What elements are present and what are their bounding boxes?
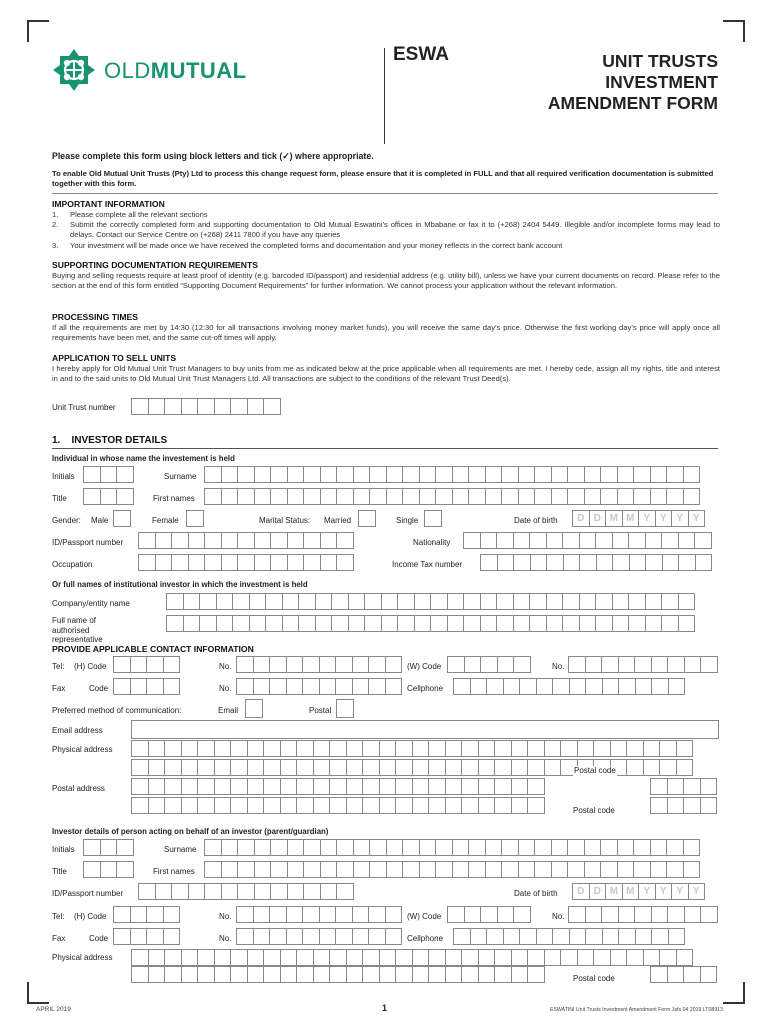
g-fax-no-boxes[interactable] bbox=[236, 928, 402, 945]
surname-boxes[interactable] bbox=[204, 466, 700, 483]
g-dob-y3[interactable]: Y bbox=[671, 883, 689, 900]
old-mutual-emblem-icon bbox=[52, 48, 96, 92]
dob-y2[interactable]: Y bbox=[655, 510, 673, 527]
g-dob-d2[interactable]: D bbox=[589, 883, 607, 900]
application-text: I hereby apply for Old Mutual Unit Trust Managers to buy units from me as indicated below at the price applicable when all requirements are met. I hereby cede, assign all my rights, title and interest in and to the said units to Old Mutual Unit Trust Managers Ltd. All transactions are subject to the conditions of the relevant Trust Deed(s). bbox=[52, 364, 720, 384]
occupation-boxes[interactable] bbox=[138, 554, 354, 571]
section1-rule bbox=[52, 448, 718, 449]
g-dob-y1[interactable]: Y bbox=[638, 883, 656, 900]
w-code-label: (W) Code bbox=[407, 662, 442, 671]
authorised-label: Full name of authorised representative bbox=[52, 616, 103, 644]
company-boxes[interactable] bbox=[166, 593, 695, 610]
tel-label: Tel: bbox=[52, 662, 65, 671]
id-boxes[interactable] bbox=[138, 532, 354, 549]
contact-heading: PROVIDE APPLICABLE CONTACT INFORMATION bbox=[52, 644, 254, 654]
h-code-label: (H) Code bbox=[74, 662, 107, 671]
id-label: ID/Passport number bbox=[52, 538, 124, 547]
pref-postal-label: Postal bbox=[309, 706, 332, 715]
footer-page: 1 bbox=[382, 1003, 388, 1013]
preferred-label: Preferred method of communication: bbox=[52, 706, 182, 715]
important-num-1: 1. bbox=[52, 210, 59, 219]
female-checkbox[interactable] bbox=[186, 510, 204, 527]
pref-postal-checkbox[interactable] bbox=[336, 699, 354, 718]
institutional-heading: Or full names of institutional investor in which the investment is held bbox=[52, 580, 308, 589]
g-fax-code-label: Code bbox=[89, 934, 109, 943]
postal-address-row1[interactable] bbox=[131, 797, 545, 814]
email-address-field[interactable] bbox=[131, 720, 719, 739]
g-initials-boxes[interactable] bbox=[83, 839, 134, 856]
g-postal-code-boxes[interactable] bbox=[650, 966, 717, 983]
crop-mark-bottom-right bbox=[723, 982, 745, 1004]
section1-heading: 1. INVESTOR DETAILS bbox=[52, 435, 168, 446]
g-cellphone-label: Cellphone bbox=[407, 934, 444, 943]
physical-address-row1[interactable] bbox=[131, 740, 693, 757]
nationality-boxes[interactable] bbox=[463, 532, 712, 549]
married-checkbox[interactable] bbox=[358, 510, 376, 527]
g-tel-label: Tel: bbox=[52, 912, 65, 921]
g-dob-boxes[interactable] bbox=[572, 883, 705, 900]
important-num-3: 3. bbox=[52, 241, 59, 250]
cellphone-boxes[interactable] bbox=[453, 678, 685, 695]
single-label: Single bbox=[396, 516, 419, 525]
supporting-heading: SUPPORTING DOCUMENTATION REQUIREMENTS bbox=[52, 260, 258, 270]
dob-y3[interactable]: Y bbox=[671, 510, 689, 527]
g-physical-address-row2[interactable] bbox=[131, 966, 545, 983]
h-no-label: No. bbox=[219, 662, 232, 671]
guardian-heading: Investor details of person acting on behalf of an investor (parent/guardian) bbox=[52, 827, 329, 836]
w-no-label: No. bbox=[552, 662, 565, 671]
g-fax-label: Fax bbox=[52, 934, 66, 943]
first-names-boxes[interactable] bbox=[204, 488, 700, 505]
dob-m2[interactable]: M bbox=[622, 510, 640, 527]
h-no-boxes[interactable] bbox=[236, 656, 402, 673]
physical-address-row3[interactable] bbox=[131, 778, 545, 795]
important-item-2: Submit the correctly completed form and supporting documentation to Old Mutual Eswatini’s offices in Mbabane or fax it to (+268) 2404 5449. Illegible and/or incomplete forms may lead to delays. Contact our Service Centre on (+268) 2411 7800 if you have any queries bbox=[70, 220, 720, 240]
crop-mark-top-left bbox=[27, 20, 49, 42]
form-title: UNIT TRUSTS INVESTMENT AMENDMENT FORM bbox=[547, 51, 718, 113]
important-num-2: 2. bbox=[52, 220, 59, 229]
cellphone-label: Cellphone bbox=[407, 684, 444, 693]
unit-trust-number-boxes[interactable] bbox=[131, 398, 281, 415]
physical-postal-code-boxes[interactable] bbox=[650, 778, 717, 795]
g-dob-d1[interactable]: D bbox=[572, 883, 590, 900]
g-dob-y2[interactable]: Y bbox=[655, 883, 673, 900]
g-dob-label: Date of birth bbox=[514, 889, 558, 898]
individual-heading: Individual in whose name the investement is held bbox=[52, 454, 235, 463]
postal-postal-code-boxes[interactable] bbox=[650, 797, 717, 814]
footer-ref: ESWATINI Unit Trusts Investment Amendment Form Jafs 04 2019 LT08913 bbox=[550, 1007, 723, 1013]
brand-bold: MUTUAL bbox=[150, 58, 247, 83]
g-w-code-boxes[interactable] bbox=[447, 906, 531, 923]
first-names-label: First names bbox=[153, 494, 195, 503]
intro-rule bbox=[52, 193, 718, 194]
dob-d2[interactable]: D bbox=[589, 510, 607, 527]
initials-label: Initials bbox=[52, 472, 75, 481]
intro-instruction: Please complete this form using block letters and tick (✓) where appropriate. bbox=[52, 151, 374, 161]
important-heading: IMPORTANT INFORMATION bbox=[52, 199, 165, 209]
fax-code-label: Code bbox=[89, 684, 109, 693]
g-physical-address-row1[interactable] bbox=[131, 949, 693, 966]
gender-label: Gender: bbox=[52, 516, 81, 525]
h-code-boxes[interactable] bbox=[113, 656, 180, 673]
fax-no-boxes[interactable] bbox=[236, 678, 402, 695]
old-mutual-logo bbox=[52, 48, 292, 94]
g-dob-y4[interactable]: Y bbox=[688, 883, 706, 900]
g-cellphone-boxes[interactable] bbox=[453, 928, 685, 945]
g-title-label: Title bbox=[52, 867, 67, 876]
email-address-label: Email address bbox=[52, 726, 103, 735]
header-divider bbox=[384, 48, 385, 144]
surname-label: Surname bbox=[164, 472, 197, 481]
physical-postal-code-label: Postal code bbox=[574, 766, 616, 775]
physical-address-label: Physical address bbox=[52, 745, 113, 754]
g-h-no-boxes[interactable] bbox=[236, 906, 402, 923]
g-h-code-boxes[interactable] bbox=[113, 906, 180, 923]
initials-boxes[interactable] bbox=[83, 466, 134, 483]
pref-email-checkbox[interactable] bbox=[245, 699, 263, 718]
supporting-text: Buying and selling requests require at least proof of identity (e.g. barcoded ID/passport) and residential address (e.g. utility bill), unless we have your current documents on record. Please refer to the section at the end of this form entitled “Supporting Document Requirements” for further information. We cannot process your application without the relevant information. bbox=[52, 271, 720, 291]
postal-postal-code-label: Postal code bbox=[573, 806, 615, 815]
g-title-boxes[interactable] bbox=[83, 861, 134, 878]
g-surname-label: Surname bbox=[164, 845, 197, 854]
dob-boxes[interactable] bbox=[572, 510, 705, 527]
application-heading: APPLICATION TO SELL UNITS bbox=[52, 353, 177, 363]
female-label: Female bbox=[152, 516, 179, 525]
male-label: Male bbox=[91, 516, 109, 525]
dob-y1[interactable]: Y bbox=[638, 510, 656, 527]
g-dob-m1[interactable]: M bbox=[605, 883, 623, 900]
g-fax-code-boxes[interactable] bbox=[113, 928, 180, 945]
dob-d1[interactable]: D bbox=[572, 510, 590, 527]
married-label: Married bbox=[324, 516, 352, 525]
postal-address-label: Postal address bbox=[52, 784, 105, 793]
g-first-names-boxes[interactable] bbox=[204, 861, 700, 878]
dob-label: Date of birth bbox=[514, 516, 558, 525]
processing-text: If all the requirements are met by 14:30 (12:30 for all transactions involving money market funds), you will receive the same day’s price. Otherwise the first working day’s price will apply once all requirements have been met, and the same cut-off times will apply. bbox=[52, 323, 720, 343]
fax-no-label: No. bbox=[219, 684, 232, 693]
male-checkbox[interactable] bbox=[113, 510, 131, 527]
dob-m1[interactable]: M bbox=[605, 510, 623, 527]
title-boxes[interactable] bbox=[83, 488, 134, 505]
g-id-label: ID/Passport number bbox=[52, 889, 124, 898]
dob-y4[interactable]: Y bbox=[688, 510, 706, 527]
footer-date: APRIL 2019 bbox=[36, 1006, 71, 1013]
important-item-3: Your investment will be made once we have received the completed forms and documentation and your money reflects in the correct bank account bbox=[70, 241, 563, 250]
authorised-boxes[interactable] bbox=[166, 615, 695, 632]
w-code-boxes[interactable] bbox=[447, 656, 531, 673]
g-physical-address-label: Physical address bbox=[52, 953, 113, 962]
g-surname-boxes[interactable] bbox=[204, 839, 700, 856]
g-id-boxes[interactable] bbox=[138, 883, 354, 900]
g-w-code-label: (W) Code bbox=[407, 912, 442, 921]
region-label: ESWA bbox=[393, 44, 449, 65]
fax-code-boxes[interactable] bbox=[113, 678, 180, 695]
pref-email-label: Email bbox=[218, 706, 239, 715]
brand-light: OLD bbox=[104, 58, 151, 83]
g-w-no-boxes[interactable] bbox=[568, 906, 718, 923]
fax-label: Fax bbox=[52, 684, 66, 693]
g-fax-no-label: No. bbox=[219, 934, 232, 943]
processing-heading: PROCESSING TIMES bbox=[52, 312, 138, 322]
g-h-no-label: No. bbox=[219, 912, 232, 921]
g-first-names-label: First names bbox=[153, 867, 195, 876]
g-dob-m2[interactable]: M bbox=[622, 883, 640, 900]
company-label: Company/entity name bbox=[52, 599, 130, 608]
occupation-label: Occupation bbox=[52, 560, 93, 569]
g-w-no-label: No. bbox=[552, 912, 565, 921]
intro-verification: To enable Old Mutual Unit Trusts (Pty) Ltd to process this change request form, please ensure that it is completed in FULL and that all required verification documentation is submitted together with this form. bbox=[52, 169, 714, 189]
unit-trust-number-label: Unit Trust number bbox=[52, 403, 116, 412]
marital-label: Marital Status: bbox=[259, 516, 311, 525]
nationality-label: Nationality bbox=[413, 538, 451, 547]
title-label: Title bbox=[52, 494, 67, 503]
single-checkbox[interactable] bbox=[424, 510, 442, 527]
important-item-1: Please complete all the relevant sections bbox=[70, 210, 208, 219]
crop-mark-bottom-left bbox=[27, 982, 49, 1004]
income-tax-label: Income Tax number bbox=[392, 560, 463, 569]
income-tax-boxes[interactable] bbox=[480, 554, 712, 571]
g-h-code-label: (H) Code bbox=[74, 912, 107, 921]
g-initials-label: Initials bbox=[52, 845, 75, 854]
crop-mark-top-right bbox=[723, 20, 745, 42]
g-postal-code-label: Postal code bbox=[573, 974, 615, 983]
w-no-boxes[interactable] bbox=[568, 656, 718, 673]
